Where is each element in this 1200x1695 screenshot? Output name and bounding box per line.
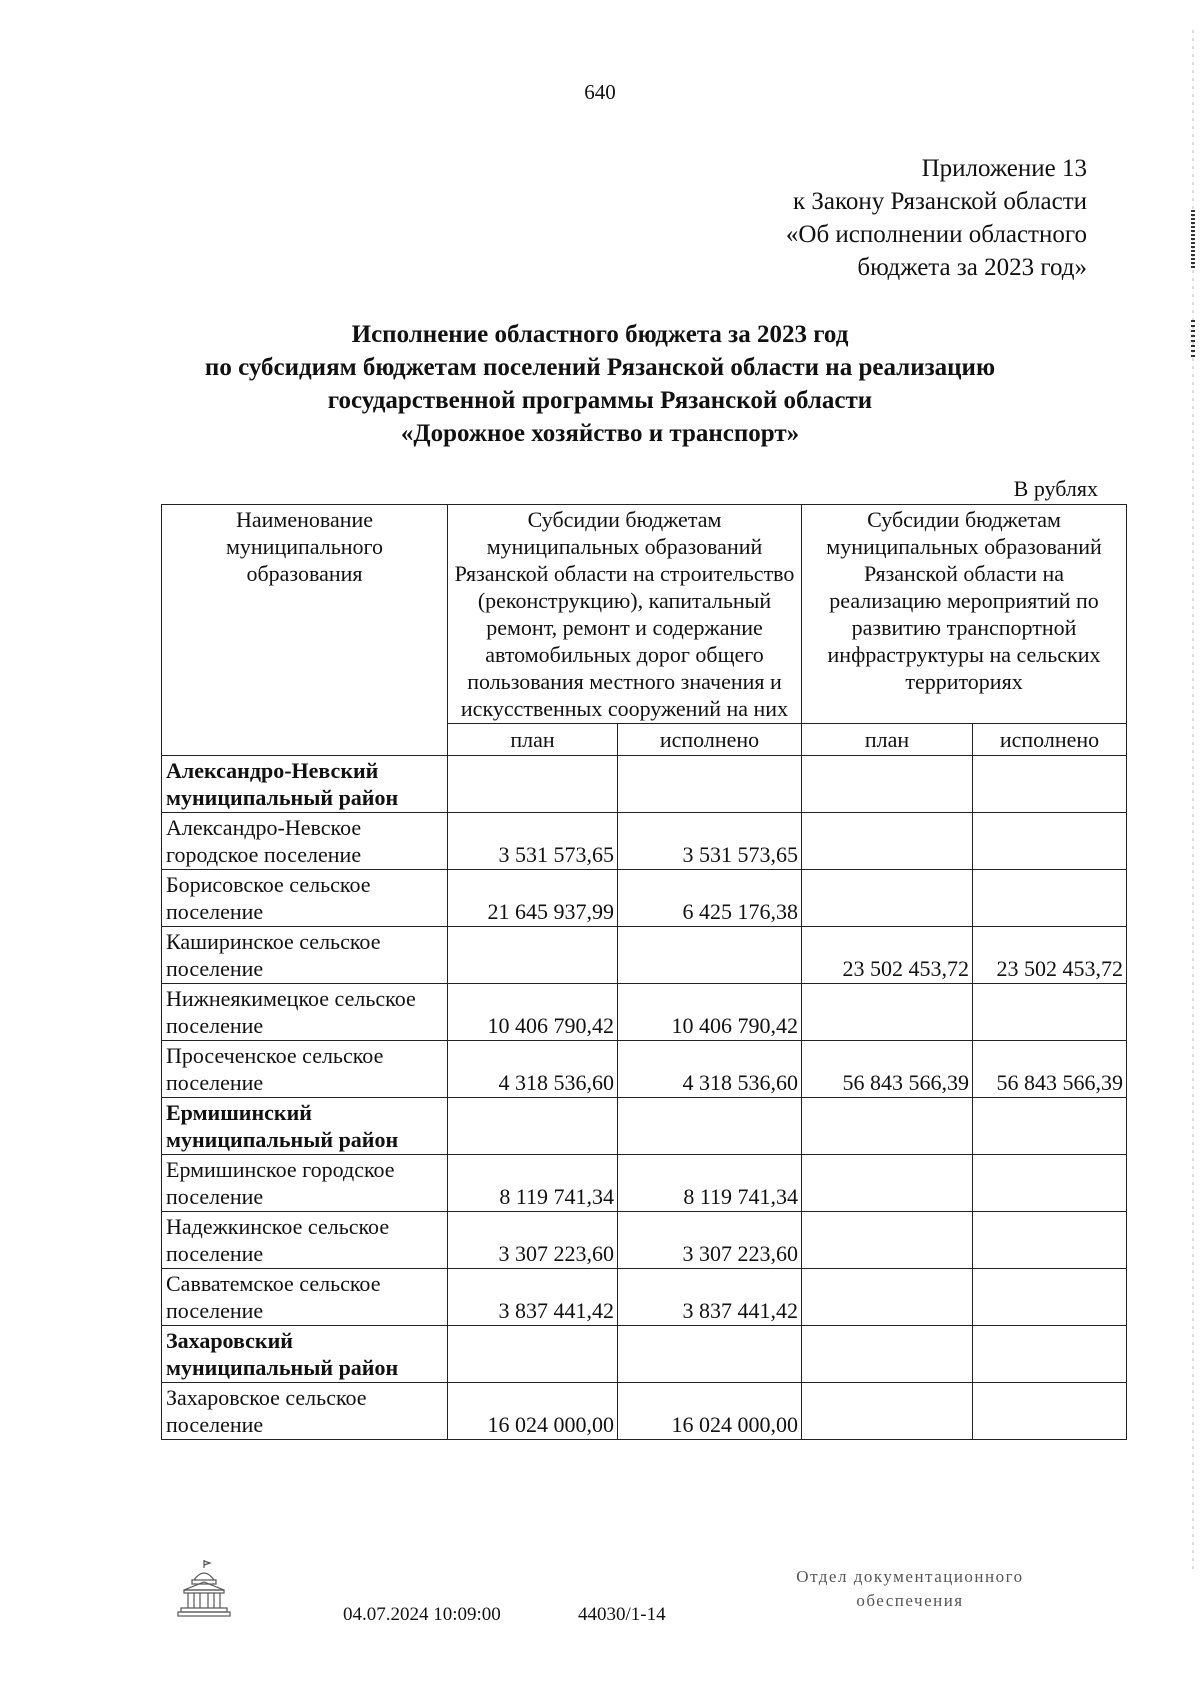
cell-plan1: 8 119 741,34	[448, 1155, 618, 1212]
cell-done2	[973, 870, 1127, 927]
cell-done1: 4 318 536,60	[618, 1041, 802, 1098]
district-row	[162, 1098, 1127, 1155]
cell-plan1	[448, 1098, 618, 1155]
header-done-1: исполнено	[618, 724, 802, 756]
stamp-line-1: Отдел документационного	[796, 1567, 1024, 1586]
district-row	[162, 1326, 1127, 1383]
cell-done2: 56 843 566,39	[973, 1041, 1127, 1098]
cell-plan1: 3 307 223,60	[448, 1212, 618, 1269]
cell-done1	[618, 1098, 802, 1155]
cell-done2	[973, 1098, 1127, 1155]
units-label: В рублях	[1013, 476, 1098, 501]
cell-done2	[973, 1383, 1127, 1440]
cell-plan1: 21 645 937,99	[448, 870, 618, 927]
cell-done2	[973, 984, 1127, 1041]
footer-datetime: 04.07.2024 10:09:00	[343, 1604, 501, 1625]
district-row	[162, 756, 1127, 813]
footer-doc-number: 44030/1-14	[578, 1604, 666, 1625]
cell-plan1: 3 531 573,65	[448, 813, 618, 870]
header-plan-2: план	[802, 724, 973, 756]
cell-plan2	[802, 1269, 973, 1326]
settlement-name: Борисовское сельское поселение	[162, 870, 448, 927]
settlement-name: Просеченское сельское поселение	[162, 1041, 448, 1098]
header-plan-1: план	[448, 724, 618, 756]
document-title	[0, 318, 1200, 450]
cell-plan2	[802, 813, 973, 870]
header-name: Наименование муниципального образования	[162, 505, 448, 756]
cell-plan2	[802, 756, 973, 813]
title-line-3: государственной программы Рязанской области	[327, 387, 873, 414]
settlement-name: Надежкинское сельское поселение	[162, 1212, 448, 1269]
cell-done1: 3 531 573,65	[618, 813, 802, 870]
cell-plan1: 16 024 000,00	[448, 1383, 618, 1440]
cell-plan2	[802, 1326, 973, 1383]
district-name: Захаровский муниципальный район	[162, 1326, 448, 1383]
header-group-rural: Субсидии бюджетам муниципальных образований Рязанской области на реализацию мероприятий по развитию транспортной инфраструктуры на сельских территориях	[802, 505, 1127, 724]
settlement-row	[162, 927, 1127, 984]
cell-done2	[973, 1155, 1127, 1212]
cell-done1: 10 406 790,42	[618, 984, 802, 1041]
cell-done1: 8 119 741,34	[618, 1155, 802, 1212]
parliament-building-icon	[176, 1558, 232, 1620]
district-name: Ермишинский муниципальный район	[162, 1098, 448, 1155]
cell-plan1: 10 406 790,42	[448, 984, 618, 1041]
cell-plan2	[802, 984, 973, 1041]
title-line-4: «Дорожное хозяйство и транспорт»	[400, 420, 800, 447]
cell-done2	[973, 1269, 1127, 1326]
title-line-1: Исполнение областного бюджета за 2023 год	[351, 321, 849, 348]
department-stamp	[770, 1565, 1050, 1613]
cell-done1: 3 837 441,42	[618, 1269, 802, 1326]
appendix-line-1: Приложение 13	[921, 155, 1087, 182]
cell-done1: 3 307 223,60	[618, 1212, 802, 1269]
cell-done2	[973, 1326, 1127, 1383]
settlement-row	[162, 1383, 1127, 1440]
scan-edge-marks	[1190, 30, 1196, 1570]
subsidy-table	[161, 504, 1127, 1440]
cell-plan2	[802, 1155, 973, 1212]
cell-plan1	[448, 927, 618, 984]
cell-plan2: 23 502 453,72	[802, 927, 973, 984]
cell-done2: 23 502 453,72	[973, 927, 1127, 984]
cell-plan1: 3 837 441,42	[448, 1269, 618, 1326]
cell-done2	[973, 756, 1127, 813]
cell-plan1	[448, 1326, 618, 1383]
cell-plan1	[448, 756, 618, 813]
settlement-name: Ермишинское городское поселение	[162, 1155, 448, 1212]
cell-done2	[973, 813, 1127, 870]
settlement-row	[162, 813, 1127, 870]
settlement-name: Александро-Невское городское поселение	[162, 813, 448, 870]
cell-plan1: 4 318 536,60	[448, 1041, 618, 1098]
cell-done1	[618, 927, 802, 984]
settlement-row	[162, 1155, 1127, 1212]
cell-done2	[973, 1212, 1127, 1269]
header-done-2: исполнено	[973, 724, 1127, 756]
cell-done1	[618, 756, 802, 813]
appendix-line-3: «Об исполнении областного	[785, 221, 1087, 248]
stamp-line-2: обеспечения	[856, 1591, 964, 1610]
cell-plan2	[802, 1383, 973, 1440]
cell-done1	[618, 1326, 802, 1383]
cell-plan2	[802, 1212, 973, 1269]
cell-plan2: 56 843 566,39	[802, 1041, 973, 1098]
settlement-row	[162, 870, 1127, 927]
appendix-header	[786, 152, 1087, 284]
header-group-roads: Субсидии бюджетам муниципальных образований Рязанской области на строительство (реконструкцию), капитальный ремонт, ремонт и содержание автомобильных дорог общего пользования местного значения и искусственных сооружений на них	[448, 505, 802, 724]
settlement-row	[162, 1212, 1127, 1269]
table-header-row	[162, 505, 1127, 724]
settlement-name: Нижнеякимецкое сельское поселение	[162, 984, 448, 1041]
district-name: Александро-Невский муниципальный район	[162, 756, 448, 813]
settlement-row	[162, 984, 1127, 1041]
cell-done1: 16 024 000,00	[618, 1383, 802, 1440]
title-line-2: по субсидиям бюджетам поселений Рязанской области на реализацию	[204, 354, 996, 381]
table-body	[162, 756, 1127, 1440]
settlement-row	[162, 1041, 1127, 1098]
cell-plan2	[802, 870, 973, 927]
settlement-name: Захаровское сельское поселение	[162, 1383, 448, 1440]
page-number: 640	[584, 80, 616, 104]
cell-plan2	[802, 1098, 973, 1155]
settlement-name: Савватемское сельское поселение	[162, 1269, 448, 1326]
cell-done1: 6 425 176,38	[618, 870, 802, 927]
appendix-line-4: бюджета за 2023 год»	[857, 254, 1087, 281]
appendix-line-2: к Закону Рязанской области	[793, 188, 1087, 215]
settlement-name: Каширинское сельское поселение	[162, 927, 448, 984]
settlement-row	[162, 1269, 1127, 1326]
